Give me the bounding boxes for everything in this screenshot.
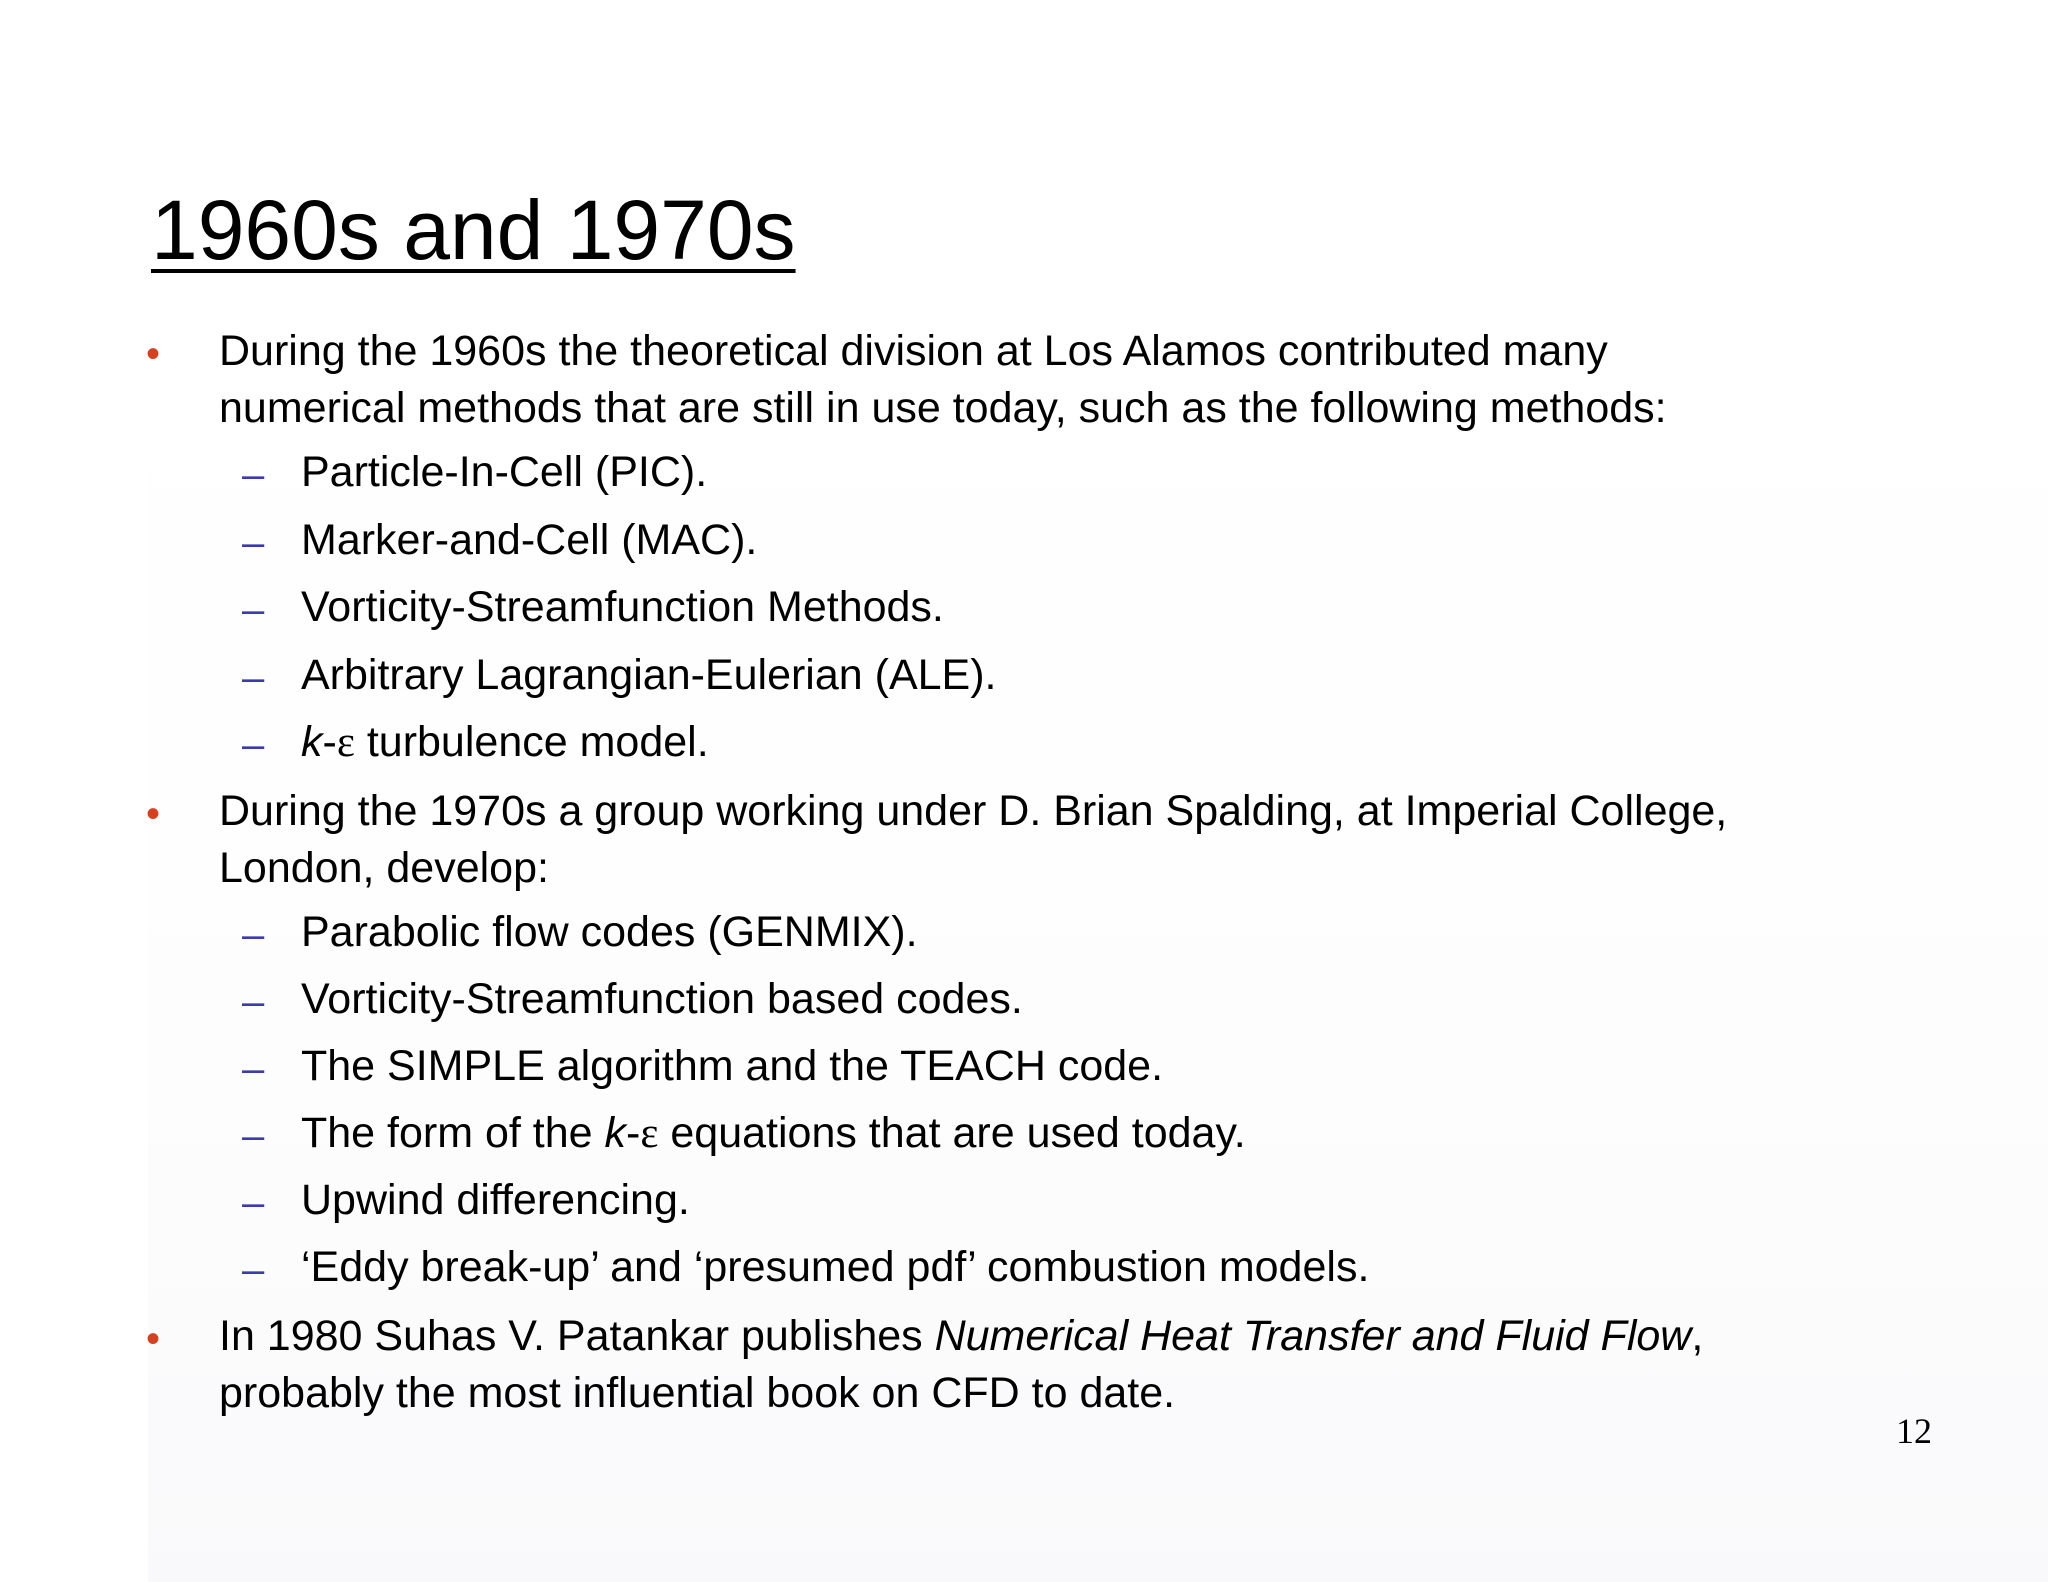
sub-item-k-epsilon: The form of the k-ε equations that are used today. (301, 1109, 1246, 1157)
dash-marker: – (242, 980, 265, 1024)
sub-item: Upwind differencing. (301, 1176, 690, 1224)
sub-item: Vorticity-Streamfunction Methods. (301, 583, 944, 631)
page-number: 12 (1896, 1411, 1932, 1451)
sub-item: ‘Eddy break-up’ and ‘presumed pdf’ combustion models. (301, 1243, 1370, 1291)
bullet-marker: • (146, 792, 161, 836)
sub-item: Arbitrary Lagrangian-Eulerian (ALE). (301, 651, 997, 699)
dash-marker: – (242, 453, 265, 497)
dash-marker: – (242, 1181, 265, 1225)
dash-marker: – (242, 1114, 265, 1158)
sub-item: Particle-In-Cell (PIC). (301, 448, 708, 496)
dash-marker: – (242, 1047, 265, 1091)
bullet-3-line-2: probably the most influential book on CFD to date. (219, 1369, 1176, 1417)
bullet-2-line-2: London, develop: (219, 844, 549, 892)
sub-item: Vorticity-Streamfunction based codes. (301, 975, 1023, 1023)
sub-item-k-epsilon: k-ε turbulence model. (301, 718, 709, 766)
bullet-marker: • (146, 1317, 161, 1361)
bullet-1-line-1: During the 1960s the theoretical division at Los Alamos contributed many (219, 327, 1608, 375)
bullet-marker: • (146, 332, 161, 376)
sub-item: Marker-and-Cell (MAC). (301, 516, 758, 564)
bullet-1-line-2: numerical methods that are still in use today, such as the following methods: (219, 384, 1667, 432)
dash-marker: – (242, 1248, 265, 1292)
book-title: Numerical Heat Transfer and Fluid Flow (934, 1312, 1692, 1360)
sub-item: The SIMPLE algorithm and the TEACH code. (301, 1042, 1164, 1090)
slide-title: 1960s and 1970s (151, 183, 796, 277)
dash-marker: – (242, 913, 265, 957)
dash-marker: – (242, 656, 265, 700)
dash-marker: – (242, 521, 265, 565)
dash-marker: – (242, 588, 265, 632)
sub-item: Parabolic flow codes (GENMIX). (301, 908, 918, 956)
dash-marker: – (242, 723, 265, 767)
bullet-2-line-1: During the 1970s a group working under D. Brian Spalding, at Imperial College, (219, 787, 1728, 835)
bullet-3-line-1: In 1980 Suhas V. Patankar publishes Numerical Heat Transfer and Fluid Flow, (219, 1312, 1704, 1360)
